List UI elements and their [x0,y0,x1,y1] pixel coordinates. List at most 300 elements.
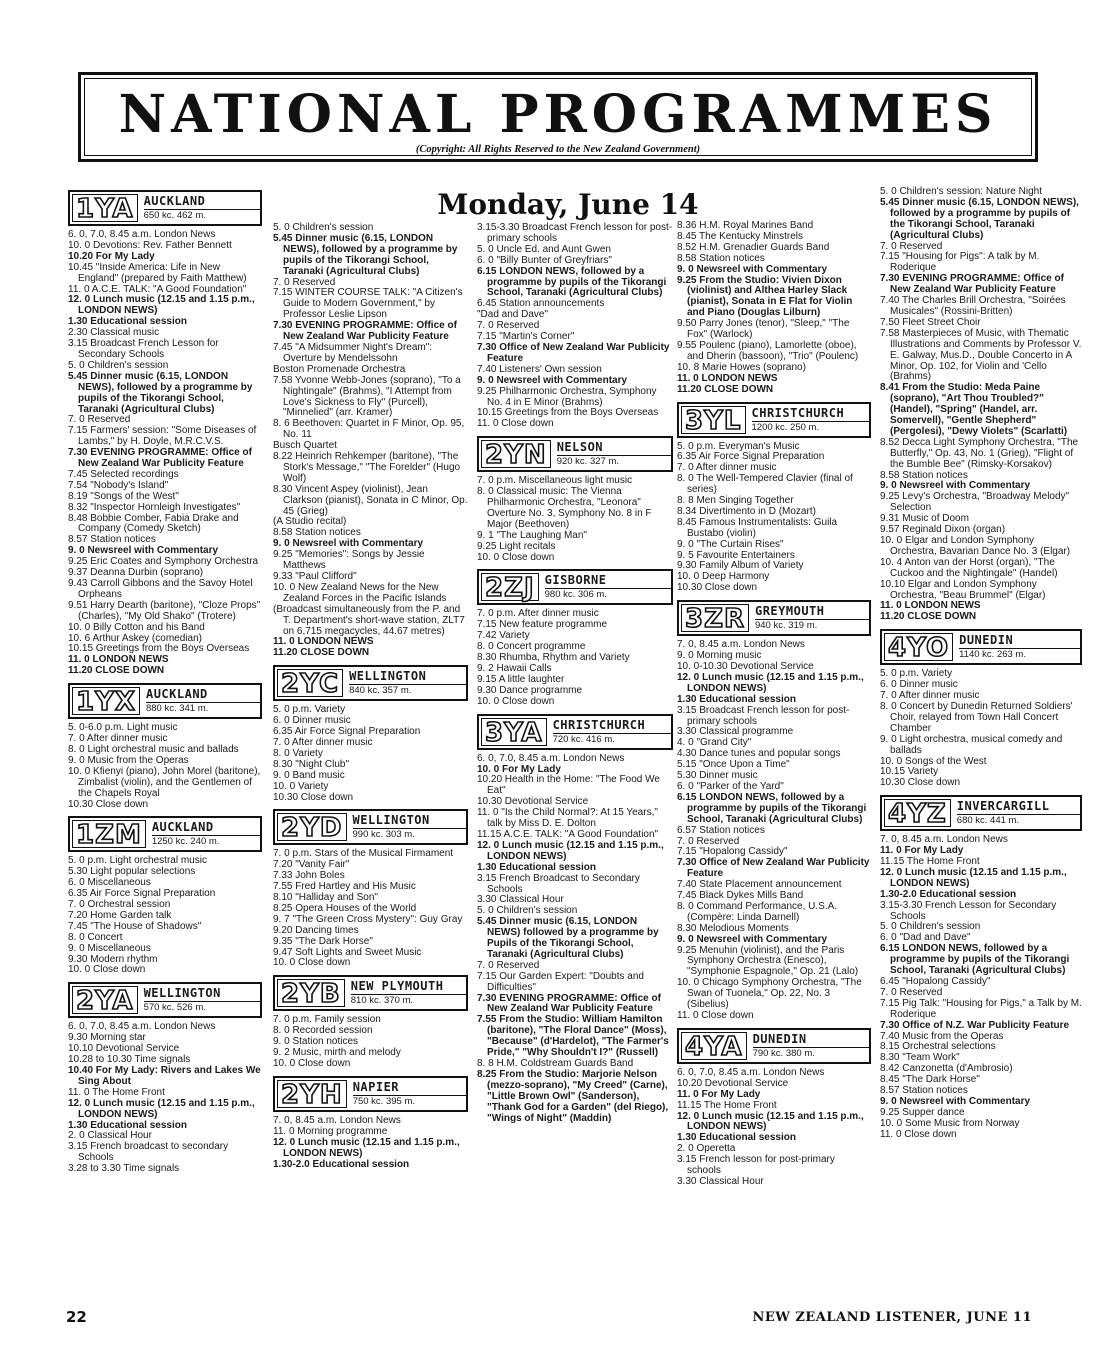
schedule-1ya [68,230,262,677]
programme-entry: 7.15 "Martin's Corner" [477,331,575,343]
page-title: NATIONAL PROGRAMMES [118,84,998,145]
station-frequency: 1140 kc. 263 m. [959,648,1080,660]
programme-entry: 6.57 Station notices [677,824,765,836]
programme-entry: 5. 0 Children's session: Nature Night [880,186,1042,197]
programme-entry: 9. 0 Newsreel with Commentary [68,545,219,557]
programme-entry: 6. 0 Dinner music [880,679,958,691]
programme-entry: 8.30 Vincent Aspey (violinist), Jean Clarkson (pianist), Sonata in C Minor, Op. 45 (Grieg) [273,483,468,517]
programme-entry: 9. 0 Newsreel with Commentary [880,480,1031,492]
callsign: 2YD [277,813,347,841]
callsign: 1YA [72,194,138,222]
programme-entry: 11. 0 LONDON NEWS [880,600,981,612]
programme-entry: 9. 0 Miscellaneous [68,942,151,954]
programme-entry: 11. 0 Close down [677,1010,754,1021]
programme-entry: 9. 0 Newsreel with Commentary [677,933,828,945]
programme-entry: 6.45 Station announcements [477,298,605,310]
programme-entry: 8.34 Divertimento in D (Mozart) [677,505,816,517]
programme-entry: 5. 0 Children's session [273,222,374,233]
programme-entry: 11. 0 Morning programme [273,1125,388,1137]
programme-entry: 10.10 Devotional Service [68,1043,180,1055]
programme-entry: 9.25 Eric Coates and Symphony Orchestra [68,556,259,568]
programme-entry: 12. 0 Lunch music (12.15 and 1.15 p.m., LONDON NEWS) [677,1110,864,1133]
schedule-3zr [677,640,871,1022]
station-name: WELLINGTON [349,669,427,684]
programme-entry: 7.15 WINTER COURSE TALK: "A Citizen's Guide to Modern Government," by Professor Leslie Lipson [273,287,463,321]
programme-entry: 7. 0 After dinner music [677,462,777,474]
programme-entry: 10. 0 Variety [273,780,329,792]
programme-entry: 7.45 Selected recordings [68,468,179,480]
programme-entry: 11. 0 For My Lady [677,1088,761,1100]
station-header-4yz [880,795,1082,831]
programme-entry: 9.25 Philharmonic Orchestra, Symphony No. 4 in E Minor (Brahms) [477,385,657,408]
date-heading: Monday, June 14 [437,188,699,221]
schedule-2yc [273,705,468,803]
programme-entry: 6.45 "Hopalong Cassidy" [880,976,991,987]
programme-entry: 11.20 CLOSE DOWN [273,647,370,659]
programme-entry: 10. 0 Songs of the West [880,755,987,767]
programme-entry: 1.30 Educational session [68,316,187,328]
programme-entry: 6. 0, 7.0, 8.45 a.m. London News [677,1066,825,1078]
callsign: 3YA [481,718,547,746]
programme-entry: 6.15 LONDON NEWS, followed by a programme by pupils of the Tikorangi School, Taranaki (Agricultural Clubs) [677,791,867,825]
callsign: 1YX [72,687,140,715]
programme-entry: 7.40 Listeners' Own session [477,363,602,375]
programme-entry: 7. 0 p.m. Miscellaneous light music [477,475,633,487]
programme-entry: 5. 0 Children's session [68,359,169,371]
programme-entry: 9.33 "Paul Clifford" [273,571,357,582]
programme-entry: 3.15 French lesson for post-primary schools [677,1154,835,1177]
station-frequency: 810 kc. 370 m. [351,994,466,1006]
callsign: 2YH [277,1080,347,1108]
programme-entry: 8.30 "Night Club" [273,758,350,770]
programme-entry: 8.30 "Team Work" [880,1052,960,1064]
programme-entry: 6. 0 "Billy Bunter of Greyfriars" [477,254,612,266]
programme-entry: 7.15 New feature programme [477,619,608,631]
programme-entry: 8.58 Station notices [880,469,968,481]
station-header-1yx [68,683,262,719]
programme-entry: 9. 0 Newsreel with Commentary [880,1095,1031,1107]
programme-entry: 5. 0 p.m. Variety [880,668,953,680]
programme-entry: 7.30 Office of New Zealand War Publicity Feature [477,341,670,364]
programme-entry: 9. 2 Music, mirth and melody [273,1047,401,1059]
programme-entry: 12. 0 Lunch music (12.15 and 1.15 p.m., LONDON NEWS) [273,1136,460,1159]
programme-entry: 8.32 "Inspector Hornleigh Investigates" [68,501,241,513]
programme-entry: 5. 0 p.m. Everyman's Music [677,440,800,452]
station-name: NELSON [556,440,604,455]
programme-entry: 7.33 John Boles [273,870,345,882]
programme-entry: 10. 0 Chicago Symphony Orchestra, "The Swan of Tuonela," Op. 22, No. 3 (Sibelius) [677,977,862,1011]
station-header-1zm [68,816,262,852]
programme-entry: 6.35 Air Force Signal Preparation [273,726,421,738]
programme-entry: "Dad and Dave" [477,309,549,321]
programme-entry: 5. 0 Uncle Ed. and Aunt Gwen [477,243,611,255]
station-name: WELLINGTON [352,813,430,828]
programme-entry: 5. 0 p.m. Light orchestral music [68,855,207,867]
programme-entry: (A Studio recital) [273,516,347,528]
programme-entry: 11.15 A.C.E. TALK: "A Good Foundation" [477,828,659,840]
programme-entry: 10. 0 Close down [273,957,351,969]
programme-entry: 5. 0 Children's session [477,905,578,917]
programme-entry: 10. 0 Kfienyi (piano), John Morel (baritone), Zimbalist (violin), and the Gentlemen of the Chapels Royal [68,765,261,799]
programme-entry: 7. 0 p.m. Family session [273,1014,381,1026]
schedule-4ya-continued [880,187,1082,623]
programme-entry: 8.57 Station notices [880,1085,968,1097]
programme-entry: 10. 0 Close down [68,964,146,976]
programme-entry: 8.25 Opera Houses of the World [273,902,417,914]
programme-entry: 10. 4 Anton van der Horst (organ), "The Cuckoo and the Nightingale" (Handel) [880,556,1058,579]
programme-entry: 10. 8 Marie Howes (soprano) [677,361,806,373]
programme-entry: 6.35 Air Force Signal Preparation [677,451,825,463]
programme-entry: 7. 0 After dinner music [273,736,373,748]
station-frequency: 1200 kc. 250 m. [752,421,870,433]
programme-entry: 11.20 CLOSE DOWN [677,383,774,395]
column-2 [273,187,468,1170]
station-header-3yl [677,402,871,438]
callsign: 2ZJ [481,573,539,601]
station-header-1ya [68,190,262,226]
programme-entry: 9.37 Deanna Durbin (soprano) [68,567,204,579]
programme-entry: 7.30 Office of New Zealand War Publicity Feature [677,857,870,880]
programme-entry: 9.30 Morning star [68,1032,146,1044]
station-header-2yh [273,1076,468,1112]
callsign: 1ZM [72,820,146,848]
programme-entry: 3.15 French Broadcast to Secondary Schools [477,872,640,895]
programme-entry: 8.58 Station notices [677,252,765,264]
programme-entry: 7.55 From the Studio: William Hamilton (baritone), "The Floral Dance" (Moss), "Because" (d'Hardelot), "The Farmer's Pride," "Why Shouldn't I?" (Russell) [477,1014,669,1059]
programme-entry: 6.15 LONDON NEWS, followed by a programme by pupils of the Tikorangi School, Taranaki (Agricultural Clubs) [477,265,667,299]
column-4 [677,187,871,1188]
programme-entry: 9. 0 Newsreel with Commentary [677,263,828,275]
station-name: WELLINGTON [143,986,221,1001]
programme-entry: 6. 0, 7.0, 8.45 a.m. London News [477,752,625,764]
callsign: 2YN [481,440,551,468]
programme-entry: 9.30 Modern rhythm [68,953,158,965]
schedule-2yh-continued [477,223,673,430]
programme-entry: 8.45 Famous Instrumentalists: Guila Bustabo (violin) [677,516,838,539]
programme-entry: 10. 0 Close down [477,695,555,707]
programme-entry: 9.51 Harry Dearth (baritone), "Cloze Props" (Charles), "My Old Shako" (Trotere) [68,599,261,622]
programme-entry: 7. 0, 8.45 a.m. London News [880,834,1008,846]
schedule-2yh [273,1116,468,1171]
programme-entry: 9.15 A little laughter [477,673,565,685]
programme-entry: 4. 0 "Grand City" [677,737,752,749]
programme-entry: 9. 1 "The Laughing Man" [477,529,587,541]
station-frequency: 570 kc. 526 m. [144,1001,260,1013]
programme-entry: 7. 0 Reserved [477,320,540,332]
programme-entry: 7. 0, 8.45 a.m. London News [273,1114,401,1126]
callsign: 2YA [72,986,138,1014]
programme-entry: 8.45 "The Dark Horse" [880,1074,980,1086]
station-header-4ya [677,1028,871,1064]
programme-entry: 10.20 Health in the Home: "The Food We Eat" [477,774,660,797]
programme-entry: 9.30 Dance programme [477,684,583,696]
programme-entry: 6.15 LONDON NEWS, followed by a programme by pupils of the Tikorangi School, Taranaki (Agricultural Clubs) [880,943,1070,977]
schedule-4yo [880,669,1082,789]
schedule-3ya [477,754,673,1125]
programme-entry: 9.50 Parry Jones (tenor), "Sleep," "The Fox" (Warlock) [677,318,850,341]
programme-entry: 7.15 "Housing for Pigs": A talk by M. Roderique [880,251,1040,274]
station-frequency: 920 kc. 327 m. [557,455,671,467]
station-header-3zr [677,600,871,636]
programme-entry: 7.54 "Nobody's Island" [68,479,169,491]
programme-entry: 8.15 Orchestral selections [880,1041,996,1053]
programme-entry: 10. 0 Devotions: Rev. Father Bennett [68,239,232,251]
station-name: AUCKLAND [145,687,208,702]
station-frequency: 990 kc. 303 m. [353,828,467,840]
station-header-3ya [477,714,673,750]
programme-entry: 7.15 Our Garden Expert: "Doubts and Difficulties" [477,970,644,993]
programme-entry: 8. 0 Concert [68,931,123,943]
programme-entry: 12. 0 Lunch music (12.15 and 1.15 p.m., LONDON NEWS) [477,839,664,862]
programme-entry: 8.45 The Kentucky Minstrels [677,230,803,242]
programme-entry: 7.40 The Charles Brill Orchestra, "Soirées Musicales" (Rossini-Britten) [880,295,1066,317]
station-header-2yc [273,665,468,701]
callsign: 3ZR [681,604,749,632]
station-frequency: 720 kc. 416 m. [553,733,671,745]
programme-entry: 8.48 Bobbie Comber, Fabia Drake and Company (Comedy Sketch) [68,512,239,535]
programme-entry: 8.22 Heinrich Rehkemper (baritone), "The Stork's Message," "The Forelder" (Hugo Wolf) [273,451,461,484]
programme-entry: 10. 0 Some Music from Norway [880,1117,1020,1129]
programme-entry: 12. 0 Lunch music (12.15 and 1.15 p.m., LONDON NEWS) [677,671,864,694]
schedule-2yn [477,476,673,563]
programme-entry: 10.10 Elgar and London Symphony Orchestra, "Beau Brummel" (Elgar) [880,578,1046,601]
programme-entry: 11. 0 "Is the Child Normal?: At 15 Years," talk by Miss D. E. Dolton [477,807,658,830]
programme-entry: 9. 0 Light orchestra, musical comedy and ballads [880,733,1063,756]
schedule-2yb [273,1015,468,1070]
programme-entry: 8.58 Station notices [273,527,361,539]
callsign: 4YZ [884,799,951,827]
programme-entry: 10. 0 Close down [477,551,555,563]
programme-entry: 9.47 Soft Lights and Sweet Music [273,946,422,958]
programme-entry: 2. 0 Classical Hour [68,1130,152,1142]
programme-entry: 11. 0 A.C.E. TALK: "A Good Foundation" [68,283,247,295]
programme-entry: 11. 0 The Home Front [68,1086,165,1098]
programme-entry: 5. 0 Children's session [880,921,981,933]
column-3 [477,187,673,1124]
programme-entry: 12. 0 Lunch music (12.15 and 1.15 p.m., LONDON NEWS) [68,1097,255,1120]
programme-entry: 10. 0-10.30 Devotional Service [677,661,814,672]
callsign: 2YC [277,669,343,697]
programme-entry: 7. 0 Orchestral session [68,899,171,911]
programme-entry: 8.57 Station notices [68,534,156,546]
programme-entry: 11. 0 Close down [880,1128,957,1140]
programme-entry: 10. 6 Arthur Askey (comedian) [68,632,202,644]
programme-entry: 7.45 "A Midsummer Night's Dream": Overture by Mendelssohn [273,341,433,364]
station-frequency: 750 kc. 395 m. [353,1095,466,1107]
programme-entry: 3.30 Classical Hour [477,894,564,906]
programme-entry: 3.30 Classical programme [677,726,794,738]
station-name: DUNEDIN [752,1031,807,1046]
station-frequency: 790 kc. 380 m. [753,1047,869,1059]
schedule-3yl [677,442,871,595]
programme-entry: 8. 0 The Well-Tempered Clavier (final of series) [677,473,853,496]
programme-entry: 8. 0 Light orchestral music and ballads [68,743,239,755]
programme-entry: 7. 0, 8.45 a.m. London News [677,639,805,651]
programme-entry: 8.36 H.M. Royal Marines Band [677,220,814,231]
programme-entry: 10.20 Devotional Service [677,1077,789,1089]
column-5 [880,187,1082,1141]
programme-entry: 12. 0 Lunch music (12.15 and 1.15 p.m., LONDON NEWS) [880,866,1067,889]
station-header-4yo [880,629,1082,665]
station-header-2ya [68,982,262,1018]
schedule-1yx [68,723,262,810]
programme-entry: 7.20 "Vanity Fair" [273,859,350,871]
programme-entry: 9.43 Carroll Gibbons and the Savoy Hotel Orpheans [68,578,253,600]
programme-entry: 9.57 Reginald Dixon (organ) [880,524,1006,536]
programme-entry: 10. 0 Deep Harmony [677,571,770,583]
programme-entry: 1.30 Educational session [677,693,796,705]
station-name: CHRISTCHURCH [552,717,646,732]
programme-entry: 10.28 to 10.30 Time signals [68,1054,191,1066]
station-name: AUCKLAND [143,194,206,208]
station-name: CHRISTCHURCH [751,405,845,420]
station-frequency: 650 kc. 462 m. [144,209,260,221]
programme-entry: 11. 0 LONDON NEWS [677,372,778,384]
programme-entry: 8.30 Melodious Moments [677,922,789,934]
programme-entry: 9.25 Light recitals [477,540,556,552]
programme-entry: 3.28 to 3.30 Time signals [68,1163,180,1175]
station-name: INVERCARGILL [956,799,1050,814]
programme-entry: 8. 0 Concert by Dunedin Returned Soldiers' Choir, relayed from Town Hall Concert Chamber [880,700,1073,734]
station-name: GISBORNE [544,573,607,588]
programme-entry: 6. 0, 7.0, 8.45 a.m. London News [68,1021,216,1033]
programme-entry: 7.58 Masterpieces of Music, with Thematic Illustrations and Comments by Professor V. E. Galway, Mus.D., Double Concerto in A Minor, Op. 102, for Violin and 'Cello (Brahms) [880,327,1082,383]
programme-entry: 8. 0 Variety [273,747,323,759]
callsign: 4YA [681,1032,747,1060]
schedule-2ya-continued [273,223,468,659]
programme-entry: 7.15 "Hopalong Cassidy" [677,846,788,858]
programme-entry: 7. 0 p.m. After dinner music [477,608,599,620]
callsign: 4YO [884,633,953,661]
programme-entry: 1.30 Educational session [677,1132,796,1144]
programme-entry: 4.30 Dance tunes and popular songs [677,748,841,760]
station-name: GREYMOUTH [754,604,825,619]
programme-entry: 1.30-2.0 Educational session [880,888,1017,900]
programme-entry: 10.30 Close down [273,791,354,803]
programme-entry: 11.15 The Home Front [880,856,980,868]
programme-entry: 7.42 Variety [477,630,530,642]
programme-entry: 2.30 Classical music [68,327,160,339]
programme-entry: 9.25 Supper dance [880,1106,965,1118]
programme-entry: 8.52 Decca Light Symphony Orchestra, "The Butterfly," Op. 43, No. 1 (Grieg), "Flight of the Bumble Bee" (Rimsky-Korsakov) [880,436,1079,470]
station-frequency: 1250 kc. 240 m. [152,835,260,847]
programme-entry: 7.30 EVENING PROGRAMME: Office of New Zealand War Publicity Feature [880,273,1064,296]
station-name: NEW PLYMOUTH [350,979,444,994]
programme-entry: 9.31 Music of Doom [880,513,969,525]
programme-entry: 9.35 "The Dark Horse" [273,935,373,947]
programme-entry: (Broadcast simultaneously from the P. and T. Department's short-wave station, ZLT7 on 6,715 megacycles, 44.67 metres) [273,603,465,637]
programme-entry: 7. 0 Reserved [677,835,740,847]
programme-entry: 9. 0 Music from the Operas [68,754,189,766]
programme-entry: 8.42 Canzonetta (d'Ambrosio) [880,1063,1013,1075]
programme-entry: 11.15 The Home Front [677,1099,777,1111]
programme-entry: 7.30 EVENING PROGRAMME: Office of New Zealand War Publicity Feature [68,447,252,470]
programme-entry: 5. 0 p.m. Variety [273,704,346,716]
programme-entry: 5.45 Dinner music (6.15, LONDON NEWS), followed by a programme by pupils of the Tikorangi School, Taranaki (Agricultural Clubs) [273,232,458,277]
programme-entry: 11. 0 Close down [477,418,554,430]
programme-entry: 11.20 CLOSE DOWN [68,665,165,677]
programme-entry: 7.30 EVENING PROGRAMME: Office of New Zealand War Publicity Feature [273,320,457,343]
station-header-2zj [477,569,673,605]
page-number: 22 [66,1308,87,1326]
programme-entry: 6. 0 Dinner music [273,715,351,727]
programme-entry: 5.15 "Once Upon a Time" [677,759,790,771]
programme-entry: 6. 0 Miscellaneous [68,877,151,889]
programme-entry: 10.15 Greetings from the Boys Overseas [477,407,659,419]
station-name: AUCKLAND [151,820,214,835]
programme-entry: 5.45 Dinner music (6.15, LONDON NEWS) followed by a programme by Pupils of the Tikorangi School, Taranaki (Agricultural Clubs) [477,916,659,960]
programme-entry: 5. 0-6.0 p.m. Light music [68,722,178,734]
programme-entry: 3.15-3.30 Broadcast French lesson for post-primary schools [477,222,673,244]
programme-entry: 3.15 Broadcast French lesson for post-primary schools [677,704,850,727]
programme-entry: 10. 0 Billy Cotton and his Band [68,621,205,633]
programme-entry: 5.30 Light popular selections [68,866,196,878]
programme-entry: Busch Quartet [273,440,337,452]
programme-entry: 8.19 "Songs of the West" [68,490,179,502]
copyright-notice: (Copyright: All Rights Reserved to the New Zealand Government) [415,144,701,155]
programme-entry: 1.30 Educational session [68,1119,187,1131]
programme-entry: 7. 0 After dinner music [68,733,168,745]
programme-entry: 8.25 From the Studio: Marjorie Nelson (mezzo-soprano), "My Creed" (Carne), "Little Brown Owl" (Sanderson), "Thank God for a Garden" (del Riego), "Wings of Night" (Maddin) [477,1068,669,1124]
station-header-2yb [273,975,468,1011]
programme-entry: 8.52 H.M. Grenadier Guards Band [677,241,830,253]
programme-entry: 9. 7 "The Green Cross Mystery": Guy Gray [273,913,463,925]
programme-entry: 3.15-3.30 French Lesson for Secondary Schools [880,899,1057,922]
programme-entry: 7.58 Yvonne Webb-Jones (soprano), "To a Nightingale" (Brahms), "I Attempt from Love's Sickness to Fly" (Purcell), "Minnelied" (arr. Kramer) [273,374,461,419]
programme-entry: 8.10 "Halliday and Son" [273,892,378,904]
programme-entry: 3.30 Classical Hour [677,1175,764,1187]
programme-entry: 8.30 Rhumba, Rhythm and Variety [477,652,630,664]
programme-entry: 8. 8 Men Singing Together [677,495,794,507]
programme-entry: 9. 0 Station notices [273,1036,359,1048]
station-header-2yd [273,809,468,845]
schedule-2ya [68,1022,262,1175]
programme-entry: 7.50 Fleet Street Choir [880,316,981,328]
programme-entry: 6. 0 "Parker of the Yard" [677,780,784,792]
programme-entry: 10. 0 Elgar and London Symphony Orchestra, Bavarian Dance No. 3 (Elgar) [880,535,1071,557]
programme-entry: 10. 0 New Zealand News for the New Zealand Forces in the Pacific Islands [273,581,447,604]
masthead-banner [78,72,1038,162]
programme-entry: 7.45 Black Dykes Mills Band [677,890,804,902]
programme-entry: 9. 5 Favourite Entertainers [677,549,795,561]
programme-entry: 9. 0 Newsreel with Commentary [477,374,628,386]
programme-entry: 8. 6 Beethoven: Quartet in F Minor, Op. 95, No. 11 [273,418,465,441]
schedule-2zj [477,609,673,707]
programme-entry: 11. 0 For My Lady [880,845,964,857]
programme-entry: 5.30 Dinner music [677,770,758,782]
programme-entry: 1.30 Educational session [477,861,596,873]
schedule-2yd [273,849,468,969]
programme-entry: 8. 8 H.M. Coldstream Guards Band [477,1058,634,1069]
programme-entry: 7. 0 Reserved [68,414,131,426]
programme-entry: 8. 0 Classical music: The Vienna Philharmonic Orchestra, "Leonora" Overture No. 3, Symphony No. 8 in F Major (Beethoven) [477,486,652,530]
callsign: 2YB [277,979,345,1007]
station-name: DUNEDIN [959,633,1014,648]
programme-entry: 7.30 Office of N.Z. War Publicity Feature [880,1019,1070,1031]
programme-entry: 8. 0 Concert programme [477,641,586,653]
programme-entry: 10.15 Variety [880,766,939,778]
schedule-4ya [677,1068,871,1188]
programme-entry: 3.15 French broadcast to secondary Schools [68,1141,229,1164]
programme-entry: 9. 0 Band music [273,769,345,781]
station-frequency: 680 kc. 441 m. [957,814,1080,826]
programme-entry: 1.30-2.0 Educational session [273,1158,410,1170]
programme-entry: 8. 0 Recorded session [273,1025,373,1037]
programme-entry: 10.30 Devotional Service [477,796,589,808]
programme-entry: 7. 0 Reserved [880,986,943,998]
programme-entry: 5.45 Dinner music (6.15, LONDON NEWS), followed by a programme by pupils of the Tikorangi School, Taranaki (Agricultural Clubs) [880,196,1079,241]
programme-entry: 9.25 From the Studio: Vivien Dixon (violinist) and Althea Harley Slack (pianist), Sonata in E Flat for Violin and Piano (Douglas Lilburn) [677,274,853,319]
